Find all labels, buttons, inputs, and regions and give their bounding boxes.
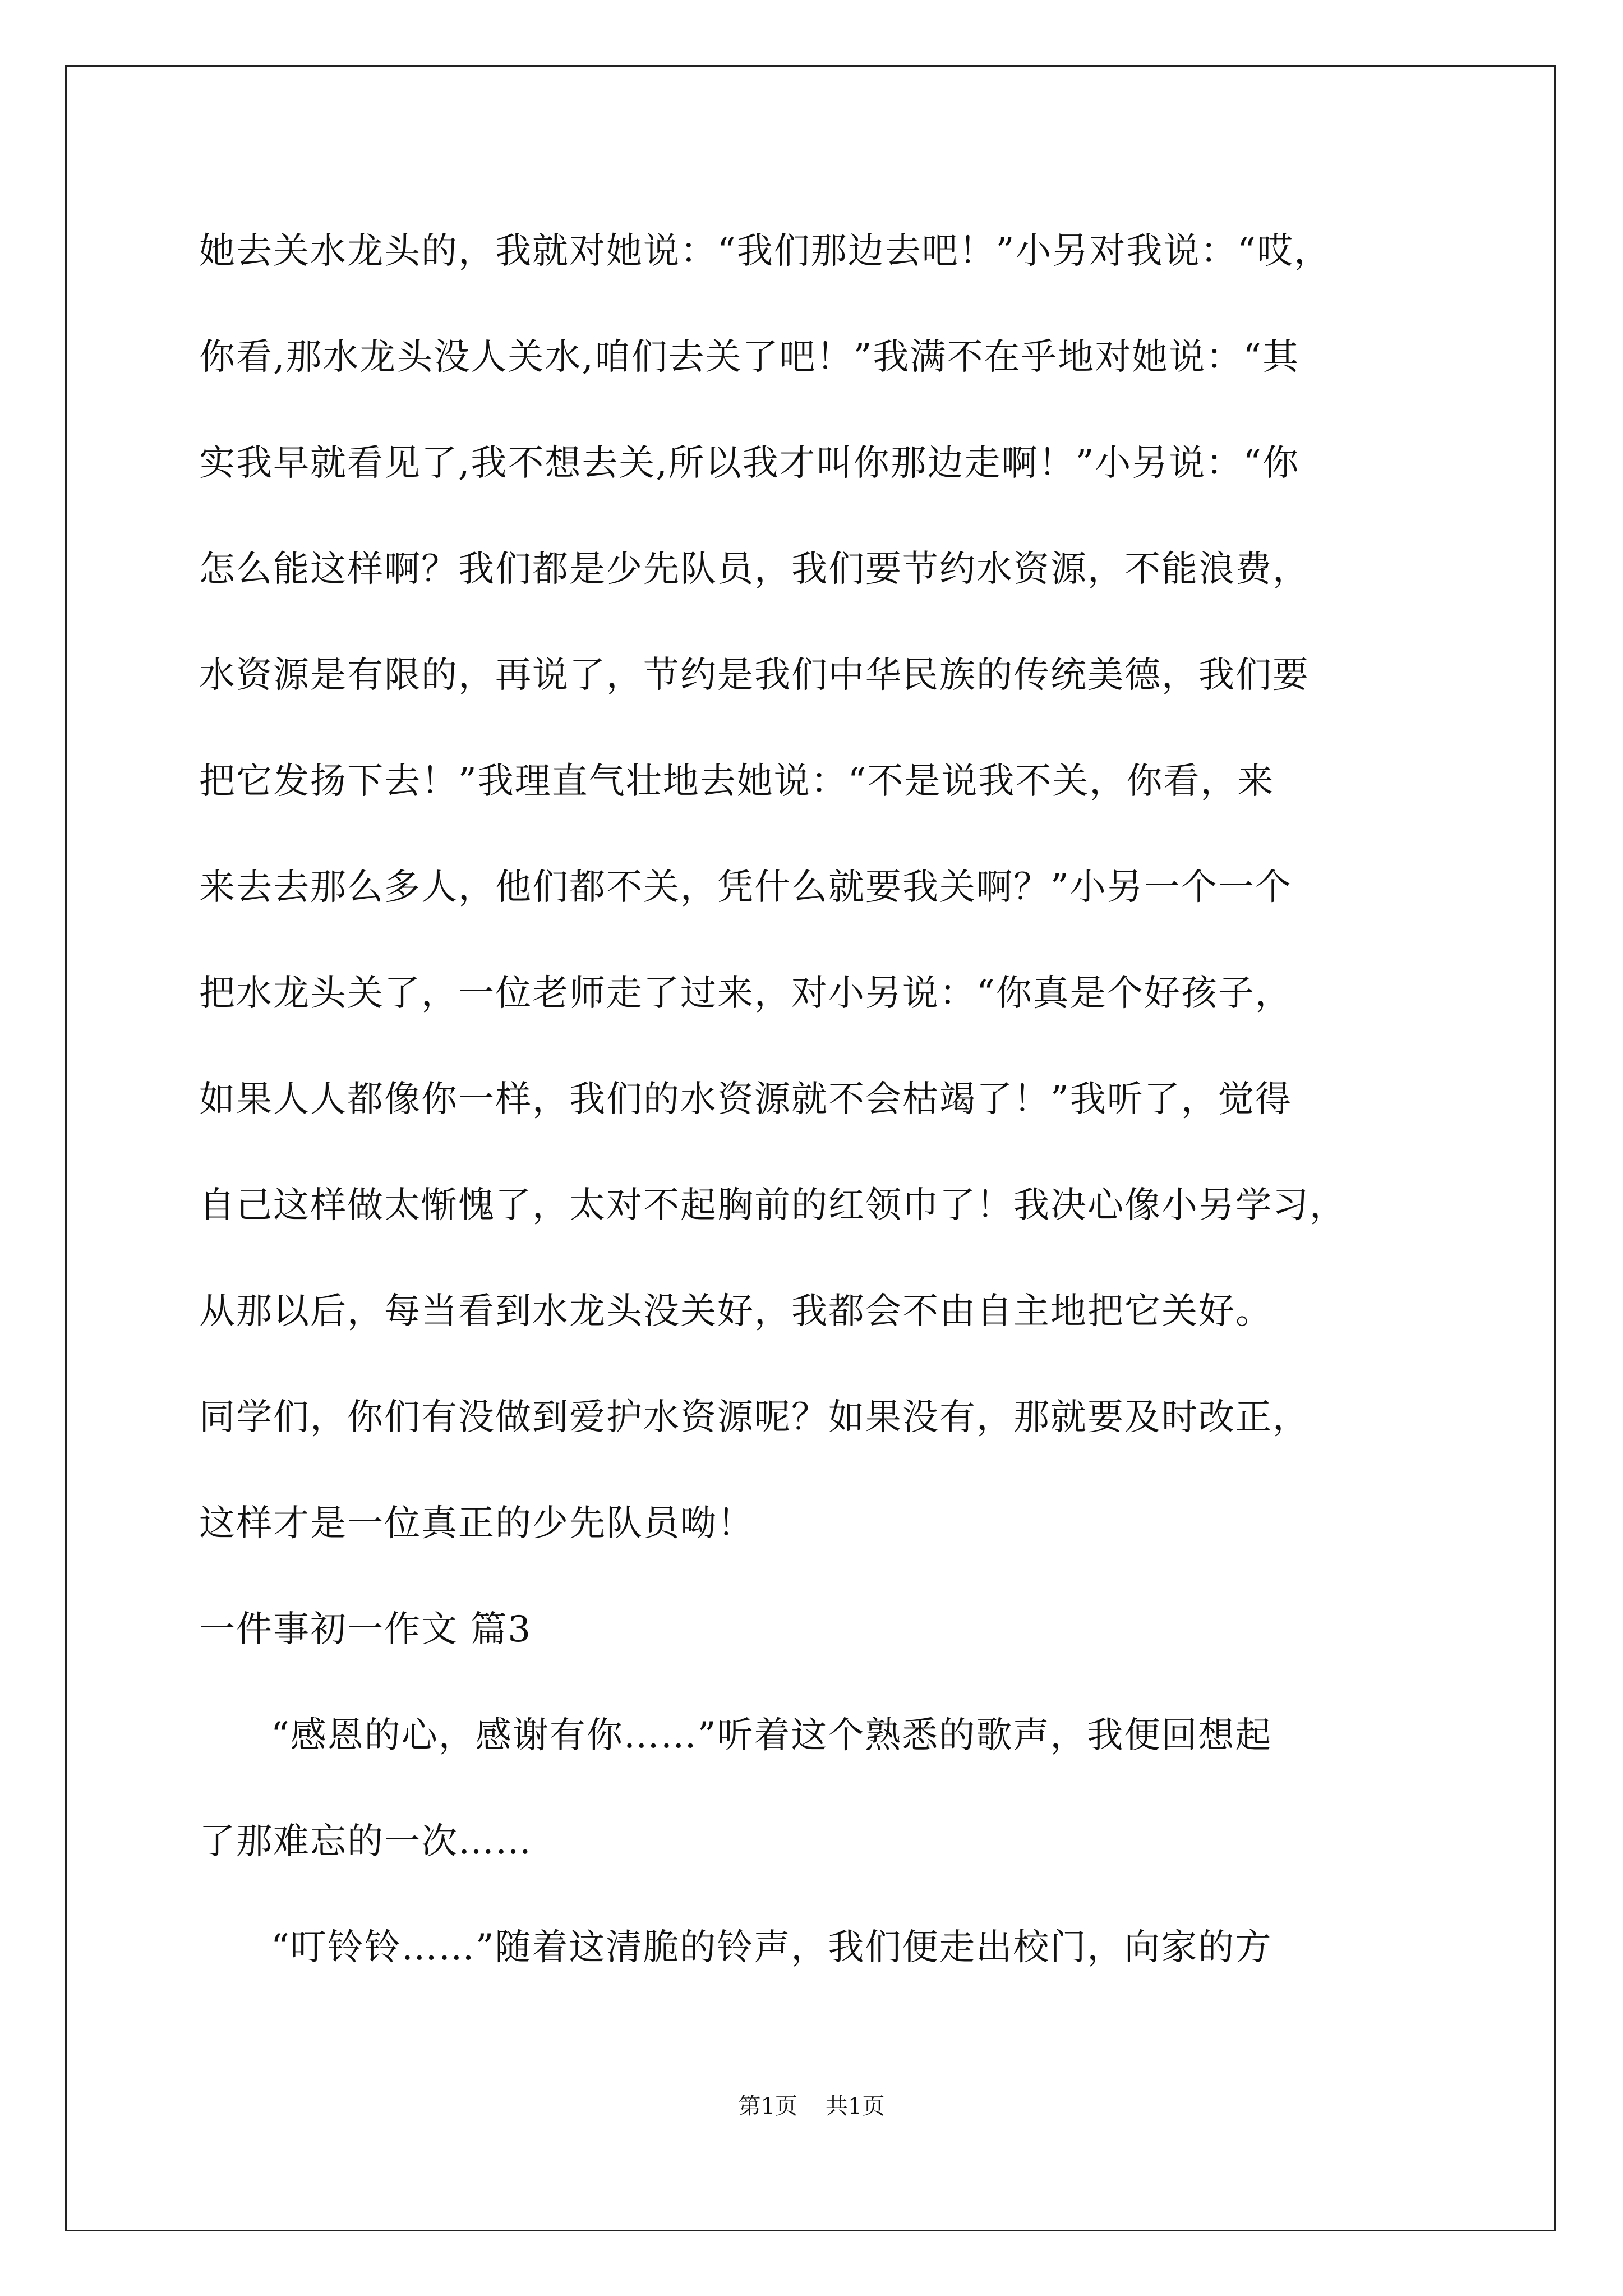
text-line: “叮铃铃……”随着这清脆的铃声，我们便走出校门，向家的方 [271,1927,1272,1968]
text-line: 实我早就看见了,我不想去关,所以我才叫你那边走啊！”小另说：“你 [199,443,1300,484]
text-line: “感恩的心，感谢有你……”听着这个熟悉的歌声，我便回想起 [271,1715,1272,1756]
text-line: 同学们，你们有没做到爱护水资源呢？如果没有，那就要及时改正， [199,1397,1310,1438]
text-line: 你看,那水龙头没人关水,咱们去关了吧！”我满不在乎地对她说：“其 [199,337,1300,378]
text-line: 把水龙头关了，一位老师走了过来，对小另说：“你真是个好孩子， [199,973,1292,1014]
page-total: 共1页 [826,2093,885,2119]
text-line: 了那难忘的一次…… [199,1821,532,1862]
page-frame [65,65,1556,2231]
page-number: 第1页 [738,2093,797,2119]
text-line: 如果人人都像你一样，我们的水资源就不会枯竭了！”我听了，觉得 [199,1079,1292,1120]
section-heading: 一件事初一作文 篇3 [199,1609,532,1650]
text-line: 她去关水龙头的，我就对她说：“我们那边去吧！”小另对我说：“哎， [199,231,1331,272]
text-line: 自己这样做太惭愧了，太对不起胸前的红领巾了！我决心像小另学习， [199,1185,1347,1226]
text-line: 水资源是有限的，再说了，节约是我们中华民族的传统美德，我们要 [199,655,1310,696]
text-line: 这样才是一位真正的少先队员呦！ [199,1503,754,1544]
text-line: 把它发扬下去！”我理直气壮地去她说：“不是说我不关，你看，来 [199,761,1275,802]
text-line: 从那以后，每当看到水龙头没关好，我都会不由自主地把它关好。 [199,1291,1272,1332]
text-line: 怎么能这样啊？我们都是少先队员，我们要节约水资源，不能浪费， [199,549,1310,590]
text-line: 来去去那么多人，他们都不关，凭什么就要我关啊？”小另一个一个 [199,867,1292,908]
page-footer [0,2092,1623,2120]
